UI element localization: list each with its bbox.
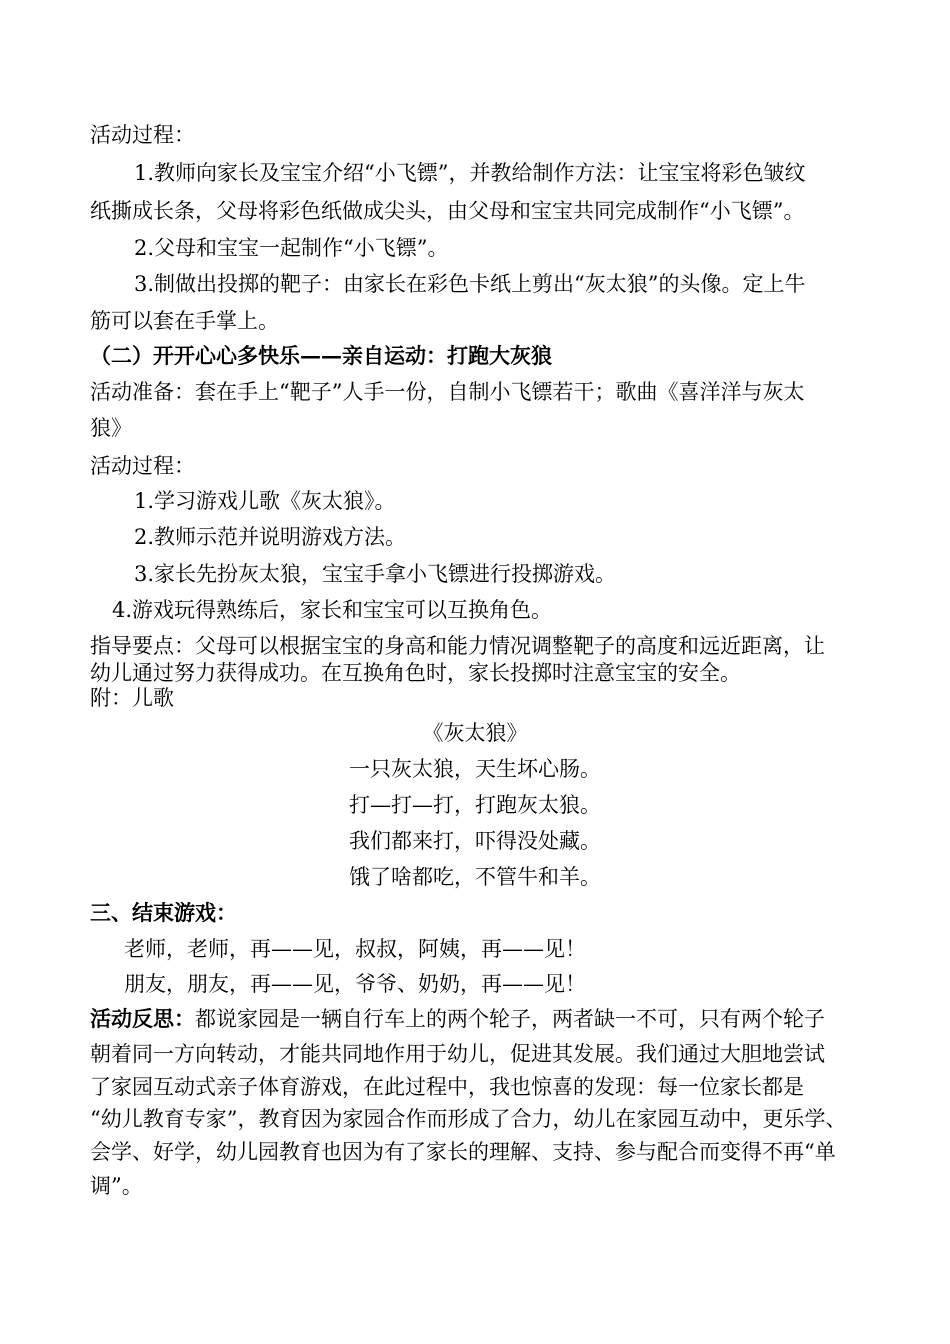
game-step-3: 3.家长先扮灰太狼，宝宝手拿小飞镖进行投掷游戏。: [134, 562, 617, 586]
step-1-line-1: 1.教师向家长及宝宝介绍“小飞镖”，并教给制作方法：让宝宝将彩色皱纹: [134, 161, 806, 185]
game-step-4: 4.游戏玩得熟练后，家长和宝宝可以互换角色。: [112, 598, 553, 622]
guide-line-2: 幼儿通过努力获得成功。在互换角色时，家长投掷时注意宝宝的安全。: [90, 661, 741, 685]
game-step-1: 1.学习游戏儿歌《灰太狼》。: [134, 489, 396, 513]
prep-line-2: 狼》: [90, 416, 132, 440]
reflection-line-5: 会学、好学，幼儿园教育也因为有了家长的理解、支持、参与配合而变得不再“单: [90, 1140, 836, 1164]
game-step-2: 2.教师示范并说明游戏方法。: [134, 525, 407, 549]
poem-line-3: 我们都来打，吓得没处藏。: [349, 829, 601, 853]
appendix-label: 附：儿歌: [90, 686, 174, 710]
reflection-line-6: 调”。: [90, 1174, 143, 1198]
process-label: 活动过程：: [90, 123, 195, 147]
reflection-line-1-text: 都说家园是一辆自行车上的两个轮子，两者缺一不可，只有两个轮子: [195, 1007, 825, 1031]
step-3-line-2: 筋可以套在手掌上。: [90, 309, 279, 333]
prep-line-1: 活动准备：套在手上“靶子”人手一份，自制小飞镖若干；歌曲《喜洋洋与灰太: [90, 380, 805, 404]
poem-line-1: 一只灰太狼，天生坏心肠。: [349, 757, 601, 781]
ending-line-1: 老师，老师，再——见，叔叔，阿姨，再——见！: [124, 937, 586, 961]
process-label-2: 活动过程：: [90, 454, 195, 478]
section-heading-2: （二）开开心心多快乐——亲自运动：打跑大灰狼: [90, 343, 552, 368]
poem-title: 《灰太狼》: [422, 721, 528, 745]
reflection-line-2: 朝着同一方向转动，才能共同地作用于幼儿，促进其发展。我们通过大胆地尝试: [90, 1042, 825, 1066]
guide-line-1: 指导要点：父母可以根据宝宝的身高和能力情况调整靶子的高度和远近距离，让: [90, 634, 825, 658]
reflection-line-4: “幼儿教育专家”，教育因为家园合作而形成了合力，幼儿在家园互动中，更乐学、: [90, 1107, 847, 1131]
step-2: 2.父母和宝宝一起制作“小飞镖”。: [134, 236, 449, 260]
ending-line-2: 朋友，朋友，再——见，爷爷、奶奶，再——见！: [124, 972, 586, 996]
step-3-line-1: 3.制做出投掷的靶子：由家长在彩色卡纸上剪出“灰太狼”的头像。定上牛: [134, 272, 806, 296]
poem-line-4: 饿了啥都吃，不管牛和羊。: [349, 865, 601, 889]
reflection-line-1: [90, 1005, 825, 1033]
reflection-label: 活动反思：: [90, 1006, 195, 1031]
poem-line-2: 打—打—打，打跑灰太狼。: [349, 793, 601, 817]
section-heading-3: 三、结束游戏：: [90, 900, 237, 925]
reflection-line-3: 了家园互动式亲子体育游戏，在此过程中，我也惊喜的发现：每一位家长都是: [90, 1075, 804, 1099]
step-1-line-2: 纸撕成长条，父母将彩色纸做成尖头，由父母和宝宝共同完成制作“小飞镖”。: [90, 199, 805, 223]
